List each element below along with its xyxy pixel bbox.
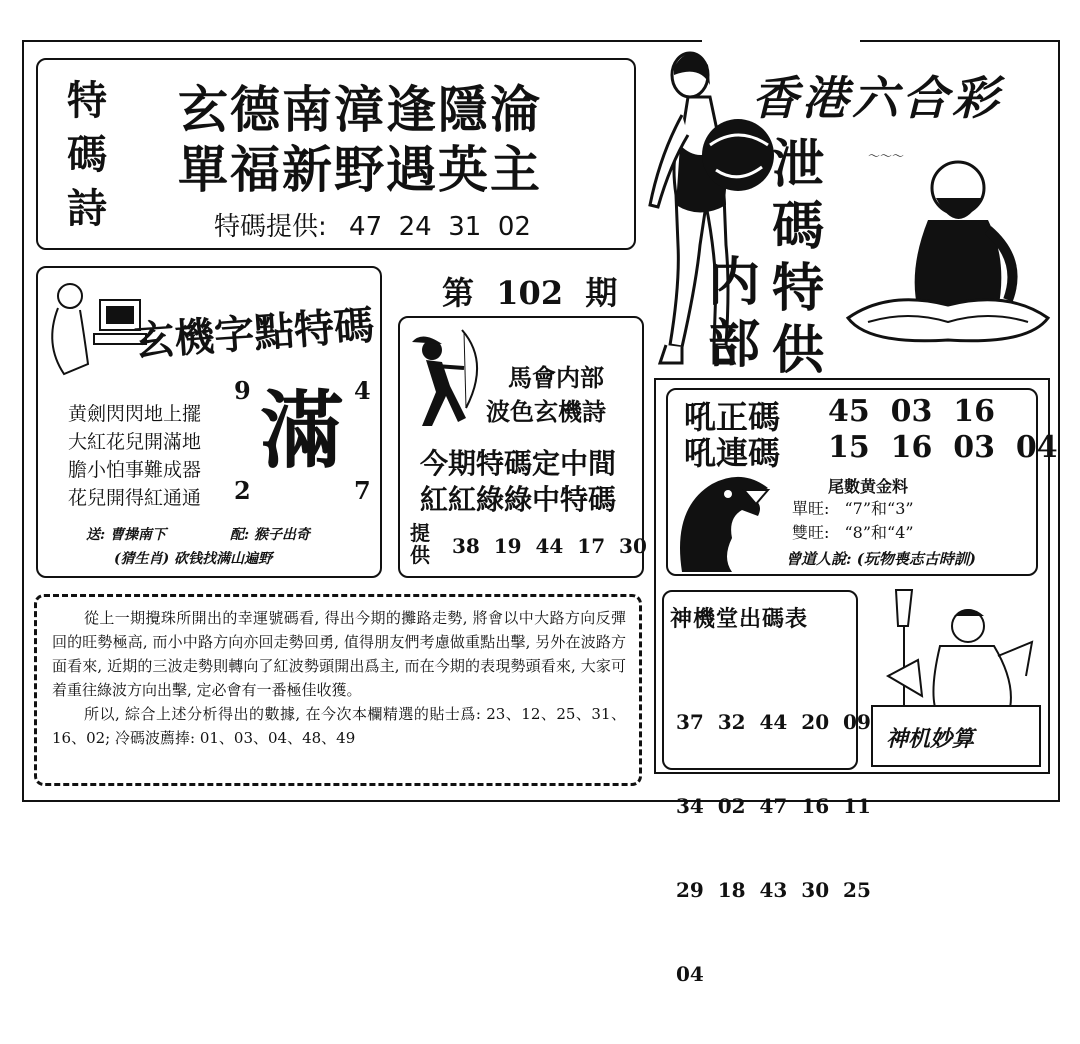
- xuanji-box: [36, 266, 382, 578]
- xuanji-title: 玄機字點特碼: [132, 301, 376, 366]
- poem-line-2: 單福新野遇英主: [178, 140, 542, 199]
- shenji-row-2: 34 02 47 16 11: [676, 794, 871, 818]
- leak-left-char-2: 部: [707, 314, 760, 375]
- shenji-title: 神機堂出碼表: [670, 606, 809, 632]
- xuanji-line-3: 膽小怕事難成器: [68, 459, 202, 481]
- poem-label-1: 特: [67, 77, 107, 124]
- xuanji-big-char: 滿: [260, 381, 345, 480]
- xuanji-corner-tr: 4: [354, 376, 371, 405]
- xuanji-footer-left: 送: 曹操南下: [86, 527, 167, 543]
- hou-lian-label: 吼連碼: [684, 434, 781, 472]
- horse-line-2: 紅紅綠綠中特碼: [420, 483, 617, 516]
- hou-tail-title: 尾數黄金料: [828, 477, 909, 496]
- poem-line-1: 玄德南漳逢隱淪: [178, 80, 542, 139]
- horse-title-1: 馬會内部: [508, 363, 604, 392]
- shenji-row-4: 04: [676, 962, 704, 986]
- poem-label-3: 詩: [67, 185, 107, 232]
- horse-numbers: 38 19 44 17 30: [452, 534, 647, 558]
- poem-numbers: 47 24 31 02: [349, 212, 531, 242]
- leak-char-2: 碼: [771, 196, 824, 257]
- hou-zheng-numbers: 45 03 16: [828, 394, 996, 429]
- poem-label-2: 碼: [67, 131, 107, 178]
- horse-provide-label-1: 提: [410, 521, 430, 545]
- horse-provide-label-2: 供: [410, 543, 430, 567]
- xuanji-footer-right: 配: 猴子出奇: [230, 527, 311, 543]
- hou-lian-numbers: 15 16 03 04: [828, 430, 1058, 465]
- hou-single-label: 單旺:: [792, 499, 830, 518]
- issue-label: 第 102 期: [442, 274, 618, 312]
- brand-title: 香港六合彩: [752, 71, 1002, 125]
- shenji-row-3: 29 18 43 30 25: [676, 878, 871, 902]
- xuanji-corner-bl: 2: [234, 476, 251, 505]
- hou-double-value: “8”和“4”: [844, 523, 914, 542]
- leak-char-4: 供: [771, 320, 824, 381]
- archer-illustration: [402, 322, 492, 432]
- analysis-paragraph-1: 從上一期攪珠所開出的幸運號碼看, 得出今期的攤路走勢, 將會以中大路方向反彈回的旺勢極高, 而小中路方向亦回走勢回勇, 值得朋友們考慮做重點出擊, 另外在波路方面看來, 近期的三波走勢則轉向了紅波勢頭開出爲主, 而在今期的表現勢頭看來, 大家可着重往綠波方向出擊, 定必會有一番極佳收獲。: [52, 609, 626, 699]
- poem-numbers-label: 特碼提供:: [214, 212, 327, 242]
- xuanji-line-4: 花兒開得紅通通: [68, 487, 202, 509]
- shenji-box: [662, 590, 871, 986]
- top-rule-left: [22, 40, 702, 42]
- hou-box: [666, 388, 1058, 576]
- hou-single-value: “7”和“3”: [844, 499, 914, 518]
- top-rule-right: [860, 40, 1060, 42]
- xuanji-corner-tl: 9: [234, 376, 251, 405]
- horse-box: [398, 316, 647, 578]
- xuanji-footer-2: (猜生肖) 砍钱找满山遍野: [114, 551, 273, 567]
- shenji-row-1: 37 32 44 20 09: [676, 710, 871, 734]
- horse-line-1: 今期特碼定中間: [420, 447, 617, 480]
- horse-title-2: 波色玄機詩: [486, 397, 606, 426]
- xuanji-line-2: 大紅花兒開滿地: [68, 431, 202, 453]
- xuanji-line-1: 黄劍閃閃地上擺: [68, 403, 202, 425]
- leak-char-3: 特: [771, 258, 824, 319]
- xuanji-corner-br: 7: [354, 476, 371, 505]
- leak-char-1: 泄: [771, 134, 824, 195]
- eagle-illustration: [672, 468, 772, 572]
- shenji-sign: 神机妙算: [886, 726, 975, 752]
- hou-double-label: 雙旺:: [792, 523, 830, 542]
- svg-text:～～～: ～～～: [868, 149, 905, 163]
- analysis-paragraph-2: 所以, 綜合上述分析得出的數據, 在今次本欄精選的貼士爲: 23、12、25、31、16、02; 冷碼波薦捧: 01、03、04、48、49: [52, 705, 626, 747]
- leak-left-char-1: 内: [707, 252, 760, 313]
- buddha-illustration: [848, 140, 1048, 360]
- hou-zheng-label: 吼正碼: [684, 398, 781, 436]
- hou-saying: 曾道人說: (玩物喪志古時訓): [786, 550, 976, 568]
- poem-box: [36, 58, 636, 250]
